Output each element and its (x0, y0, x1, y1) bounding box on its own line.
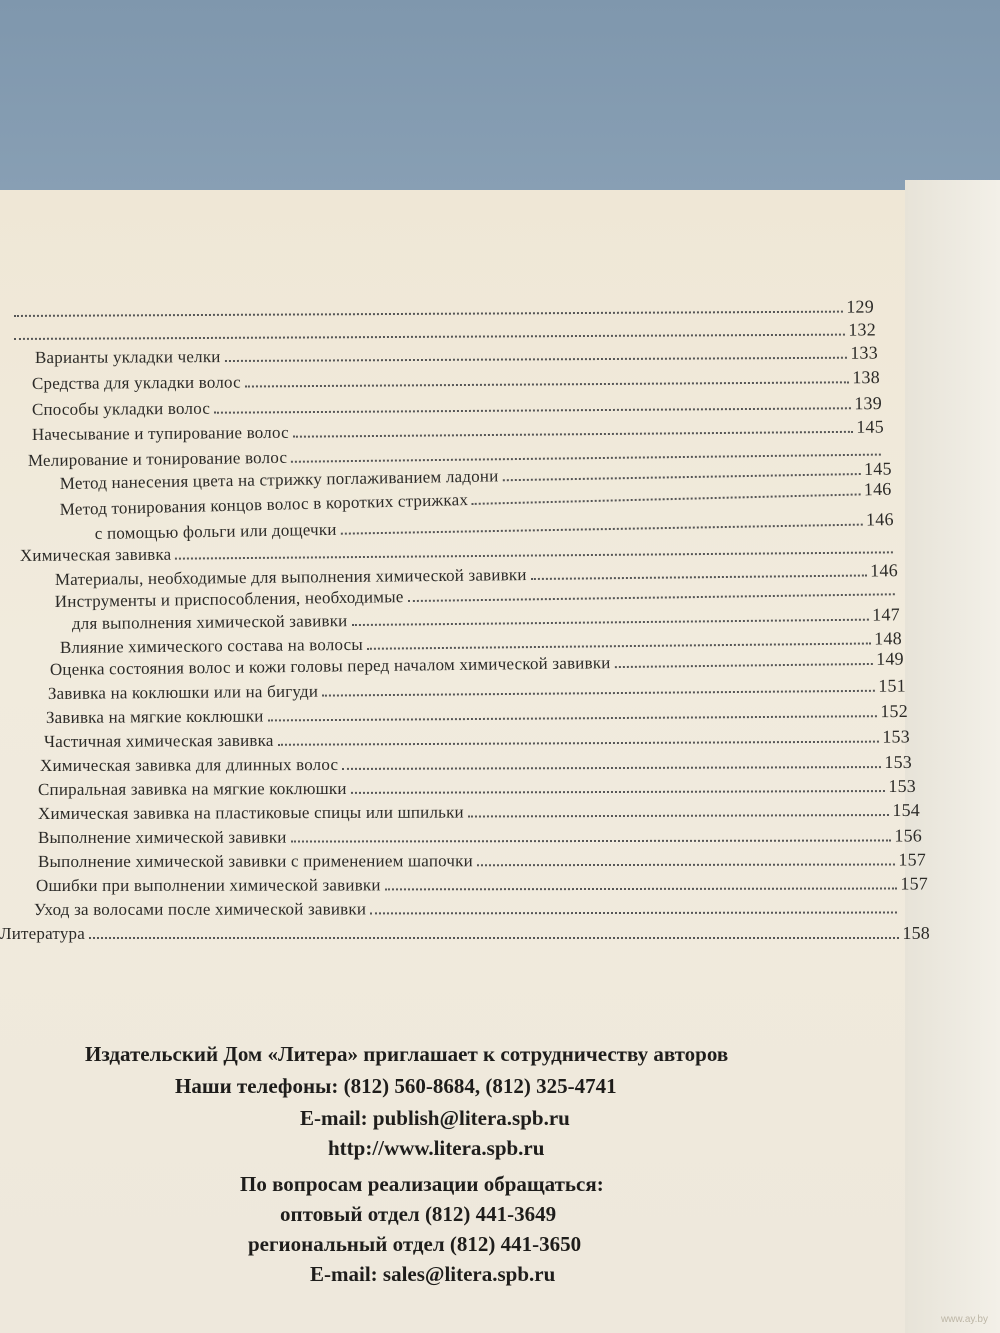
toc-entry-page: 154 (892, 799, 920, 821)
toc-entry-label: Химическая завивка для длинных волос (39, 754, 339, 775)
toc-entry-page: 138 (852, 367, 880, 388)
toc-leader-dots (472, 493, 861, 505)
sales-title-line: По вопросам реализации обращаться: (240, 1172, 604, 1196)
toc-entry (38, 775, 916, 800)
toc-entry (10, 318, 876, 345)
toc-entry-page: 149 (876, 648, 904, 669)
toc-entry-page: 153 (882, 726, 910, 747)
invite-line: Издательский Дом «Литера» приглашает к сотрудничеству авторов (85, 1042, 729, 1066)
toc-leader-dots (341, 524, 864, 535)
toc-entry (34, 896, 900, 920)
toc-entry-label: Мелирование и тонирование волос (27, 447, 288, 471)
toc-entry (38, 848, 926, 872)
toc-entry-page: 158 (902, 923, 930, 943)
toc-entry-page: 139 (854, 393, 882, 414)
toc-entry-page: 145 (856, 416, 884, 437)
toc-leader-dots (291, 840, 892, 843)
toc-leader-dots (342, 766, 881, 770)
toc-entry-label: Спиральная завивка на мягкие коклюшки (37, 778, 347, 799)
toc-entry-page: 156 (894, 825, 922, 846)
toc-leader-dots (468, 814, 890, 817)
toc-entry-page: 157 (898, 849, 926, 870)
toc-entry-page: 129 (846, 296, 874, 317)
toc-leader-dots (322, 690, 875, 697)
toc-entry-label: Варианты укладки челки (34, 347, 221, 367)
toc-leader-dots (175, 551, 893, 559)
toc-entry-label: Начесывание и тупирование волос (31, 422, 289, 445)
toc-entry-page: 146 (865, 509, 894, 530)
toc-entry-page: 153 (888, 775, 916, 797)
toc-entry-page: 146 (870, 560, 898, 581)
toc-leader-dots (14, 334, 845, 340)
toc-entry (38, 799, 920, 824)
toc-entry (40, 751, 912, 776)
toc-entry-label: Уход за волосами после химической завивки (33, 899, 367, 919)
toc-entry-page: 157 (900, 873, 928, 894)
toc-entry-label: Литература (0, 924, 85, 943)
toc-entry (46, 700, 908, 728)
regional-line: региональный отдел (812) 441-3650 (248, 1232, 582, 1256)
toc-leader-dots (214, 407, 851, 413)
toc-entry-page: 147 (872, 604, 900, 625)
toc-entry-page: 152 (880, 700, 908, 722)
toc-entry-label: Завивка на коклюшки или на бигуди (47, 681, 319, 703)
table-of-contents (0, 296, 1000, 943)
toc-entry-label: Материалы, необходимые для выполнения химической завивки (54, 565, 527, 590)
toc-entry-label: Выполнение химической завивки (37, 827, 287, 847)
toc-entry (0, 922, 930, 944)
toc-entry-label: Оценка состояния волос и кожи головы перед началом химической завивки (49, 653, 611, 680)
toc-entry-page: 133 (850, 342, 878, 363)
toc-entry-label: Средства для укладки волос (31, 372, 241, 394)
toc-leader-dots (351, 619, 869, 626)
toc-leader-dots (477, 864, 895, 867)
toc-entry-label: Метод тонирования концов волос в коротких стрижках (59, 490, 469, 520)
toc-leader-dots (245, 381, 849, 387)
toc-leader-dots (89, 937, 899, 939)
toc-entry (48, 675, 906, 704)
toc-leader-dots (14, 311, 843, 317)
toc-leader-dots (278, 741, 880, 746)
toc-entry-page: 153 (884, 751, 912, 773)
toc-leader-dots (408, 593, 895, 602)
toc-leader-dots (370, 911, 897, 914)
toc-entry-label: Влияние химического состава на волосы (59, 634, 364, 658)
email-publish-line: E-mail: publish@litera.spb.ru (300, 1106, 570, 1130)
toc-entry-label: Химическая завивка (19, 544, 172, 565)
email-sales-line: E-mail: sales@litera.spb.ru (310, 1262, 556, 1286)
toc-entry-page: 151 (878, 675, 906, 696)
toc-entry-page: 148 (874, 628, 902, 649)
toc-entry-label: Частичная химическая завивка (43, 730, 274, 751)
toc-entry-label: Ошибки при выполнении химической завивки (35, 875, 381, 895)
toc-entry-page: 132 (848, 319, 876, 340)
toc-entry (35, 342, 878, 368)
toc-entry (38, 824, 922, 848)
toc-entry-label: Выполнение химической завивки с применением шапочки (37, 851, 473, 871)
toc-entry-label: Химическая завивка на пластиковые спицы или шпильки (37, 802, 464, 823)
toc-leader-dots (385, 887, 898, 890)
toc-leader-dots (268, 715, 878, 721)
toc-leader-dots (225, 357, 848, 362)
toc-entry-label: с помощью фольги или дощечки (94, 519, 337, 544)
watermark: www.ay.by (940, 1314, 988, 1325)
wholesale-line: оптовый отдел (812) 441-3649 (280, 1202, 557, 1226)
toc-entry-label: Способы укладки волос (31, 398, 211, 420)
phones-line: Наши телефоны: (812) 560-8684, (812) 325-4741 (175, 1074, 617, 1098)
toc-entry-page: 146 (863, 478, 892, 500)
toc-leader-dots (615, 663, 874, 668)
toc-entry (36, 872, 928, 896)
toc-entry-label: для выполнения химической завивки (71, 611, 348, 634)
toc-entry (32, 366, 880, 394)
toc-entry-page: 145 (863, 458, 892, 479)
toc-entry-label: Метод нанесения цвета на стрижку поглаживанием ладони (59, 466, 499, 494)
toc-leader-dots (293, 431, 853, 438)
website-line: http://www.litera.spb.ru (328, 1136, 545, 1160)
toc-entry-label: Завивка на мягкие коклюшки (45, 706, 264, 727)
toc-entry (10, 295, 874, 322)
toc-entry-label: Инструменты и приспособления, необходимые (54, 587, 404, 612)
toc-entry (44, 725, 910, 752)
toc-leader-dots (351, 790, 886, 794)
